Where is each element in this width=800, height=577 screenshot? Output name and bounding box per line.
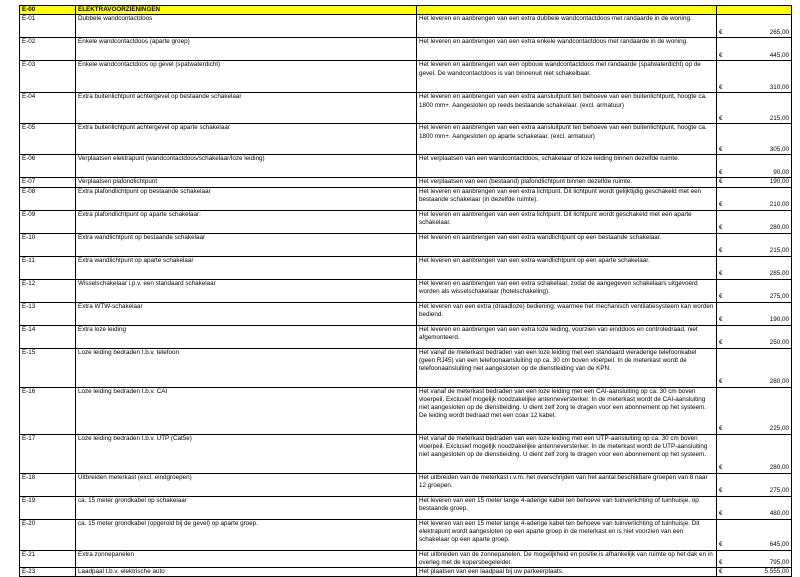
section-header-row bbox=[20, 6, 792, 15]
item-price-cell bbox=[717, 325, 792, 348]
item-price-cell bbox=[717, 302, 792, 325]
item-price-cell bbox=[717, 187, 792, 210]
item-price: 305,00 bbox=[769, 146, 789, 153]
item-title: Verplaatsen elektrapunt (wandcontactdoos/schakelaar/loze leiding) bbox=[76, 155, 417, 178]
item-code: E-20 bbox=[20, 519, 76, 550]
item-title: Extra plafondlichtpunt op bestaande schakelaar bbox=[76, 187, 417, 210]
item-code: E-07 bbox=[20, 178, 76, 187]
item-code: E-21 bbox=[20, 550, 76, 568]
item-title: Verplaatsen plafondlichtpunt bbox=[76, 178, 417, 187]
item-code: E-19 bbox=[20, 496, 76, 519]
item-price-cell bbox=[717, 124, 792, 155]
item-price: 310,00 bbox=[769, 84, 789, 91]
table-row bbox=[20, 434, 792, 473]
item-title: Enkele wandcontactdoos op gevel (spatwaterdicht) bbox=[76, 61, 417, 93]
item-price-cell bbox=[717, 348, 792, 387]
item-code: E-09 bbox=[20, 210, 76, 233]
item-price: 480,00 bbox=[769, 510, 789, 518]
item-code: E-05 bbox=[20, 124, 76, 155]
table-row bbox=[20, 568, 792, 577]
item-code: E-06 bbox=[20, 155, 76, 178]
item-description: Het leveren en aanbrengen van een extra loze leiding, voorzien van einddoos en controledraad, niet afgemonteerd. bbox=[417, 325, 717, 348]
item-description: Het vanaf de meterkast bedraden van een loze leiding met een CAI-aansluiting op ca. 30 cm boven vloerpeil. Exclusief mogelijk noodzakelijke antenneversterker. In de meterkast wordt de CAI-aansluiting niet aangesloten op de dienstleiding. U dient zelf zorg te dragen voor een abonnement op het systeem. De leiding wordt bedraad met een coax 12 kabel. bbox=[417, 387, 717, 434]
item-description: Het verplaatsen van een wandcontactdoos, schakelaar of loze leiding binnen dezelfde ruimte. bbox=[417, 155, 717, 178]
item-price-cell bbox=[717, 178, 792, 187]
currency-symbol: € bbox=[719, 568, 723, 576]
item-code: E-15 bbox=[20, 348, 76, 387]
item-code: E-01 bbox=[20, 15, 76, 38]
item-description: Het leveren en aanbrengen van een extra dubbele wandcontactdoos met randaarde in de woning. bbox=[417, 15, 717, 38]
item-title: Loze leiding bedraden t.b.v. telefoon bbox=[76, 348, 417, 387]
item-price: 210,00 bbox=[769, 201, 789, 209]
item-title: Loze leiding bedraden t.b.v. UTP (Cat5e) bbox=[76, 434, 417, 473]
table-row bbox=[20, 15, 792, 38]
item-title: Extra wandlichtpunt op aparte schakelaar bbox=[76, 256, 417, 279]
item-price: 275,00 bbox=[769, 487, 789, 495]
currency-symbol: € bbox=[719, 510, 723, 518]
price-list-table bbox=[19, 5, 792, 577]
item-description: Het leveren van een extra (draadloze) bediening; waarmee het mechanisch ventilatiesysteem kan worden bediend. bbox=[417, 302, 717, 325]
item-description: Het leveren en aanbrengen van een extra aansluitpunt ten behoeve van een buitenlichtpunt, hoogte ca. 1800 mm+. Aangesloten op aparte schakelaar. (excl. armatuur) bbox=[417, 124, 717, 155]
item-description: Het uitbreiden van de zonnepanelen. De mogelijkheid en positie is afhankelijk van ruimte op het dak en in overleg met de kopersbegeleider. bbox=[417, 550, 717, 568]
item-code: E-12 bbox=[20, 279, 76, 302]
currency-symbol: € bbox=[719, 146, 723, 153]
item-price-cell bbox=[717, 496, 792, 519]
item-description: Het plaatsen van een laadpaal bij uw parkeerplaats. bbox=[417, 568, 717, 577]
section-code: E-00 bbox=[20, 6, 76, 15]
currency-symbol: € bbox=[719, 558, 723, 566]
currency-symbol: € bbox=[719, 84, 723, 91]
item-price: 265,00 bbox=[769, 29, 789, 36]
item-title: Extra zonnepanelen bbox=[76, 550, 417, 568]
item-title: Extra plafondlichtpunt op aparte schakelaar: bbox=[76, 210, 417, 233]
item-code: E-18 bbox=[20, 473, 76, 496]
item-title: Uitbreiden meterkast (excl. eindgroepen) bbox=[76, 473, 417, 496]
item-price-cell bbox=[717, 279, 792, 302]
table-row bbox=[20, 325, 792, 348]
item-price: 215,00 bbox=[769, 247, 789, 255]
currency-symbol: € bbox=[719, 541, 723, 549]
item-code: E-02 bbox=[20, 38, 76, 61]
table-row bbox=[20, 178, 792, 187]
currency-symbol: € bbox=[719, 115, 723, 122]
item-price: 275,00 bbox=[769, 293, 789, 301]
item-description: Het leveren en aanbrengen van een extra aansluitpunt ten behoeve van een buitenlichtpunt, hoogte ca. 1800 mm+. Aangesloten op reeds bestaande schakelaar. (excl. armatuur) bbox=[417, 93, 717, 124]
item-price-cell bbox=[717, 568, 792, 577]
item-price: 190,00 bbox=[769, 178, 789, 186]
item-title: Enkele wandcontactdoos (aparte groep) bbox=[76, 38, 417, 61]
item-price: 285,00 bbox=[769, 270, 789, 278]
item-price-cell bbox=[717, 38, 792, 61]
currency-symbol: € bbox=[719, 52, 723, 59]
item-price: 645,00 bbox=[769, 541, 789, 549]
item-code: E-11 bbox=[20, 256, 76, 279]
currency-symbol: € bbox=[719, 270, 723, 278]
item-title: Loze leiding bedraden t.b.v. CAI bbox=[76, 387, 417, 434]
table-row bbox=[20, 38, 792, 61]
item-title: ca. 15 meter grondkabel (opgerold bij de gevel) op aparte groep. bbox=[76, 519, 417, 550]
currency-symbol: € bbox=[719, 224, 723, 232]
item-title: ca. 15 meter grondkabel op schakelaar bbox=[76, 496, 417, 519]
item-price: 280,00 bbox=[769, 378, 789, 386]
item-title: Extra buitenlichtpunt achtergevel op bestaande schakelaar bbox=[76, 93, 417, 124]
item-description: Het leveren en aanbrengen van een extra wandlichtpunt op een bestaande schakelaar. bbox=[417, 233, 717, 256]
item-code: E-08 bbox=[20, 187, 76, 210]
table-row bbox=[20, 279, 792, 302]
item-description: Het leveren en aanbrengen van een extra enkele wandcontactdoos met randaarde in de woning. bbox=[417, 38, 717, 61]
currency-symbol: € bbox=[719, 29, 723, 36]
table-row bbox=[20, 473, 792, 496]
item-price-cell bbox=[717, 61, 792, 93]
item-price: 280,00 bbox=[769, 224, 789, 232]
item-price-cell bbox=[717, 233, 792, 256]
item-price-cell bbox=[717, 434, 792, 473]
table-row bbox=[20, 210, 792, 233]
currency-symbol: € bbox=[719, 201, 723, 209]
currency-symbol: € bbox=[719, 316, 723, 324]
currency-symbol: € bbox=[719, 178, 723, 186]
item-code: E-23 bbox=[20, 568, 76, 577]
item-title: Wisselschakelaar i.p.v. een standaard schakelaar bbox=[76, 279, 417, 302]
currency-symbol: € bbox=[719, 425, 723, 433]
item-code: E-17 bbox=[20, 434, 76, 473]
section-title: ELEKTRAVOORZIENINGEN bbox=[76, 6, 417, 15]
item-price: 250,00 bbox=[769, 339, 789, 347]
item-title: Extra wandlichtpunt op bestaande schakelaar bbox=[76, 233, 417, 256]
item-code: E-13 bbox=[20, 302, 76, 325]
item-price: 445,00 bbox=[769, 52, 789, 59]
table-row bbox=[20, 302, 792, 325]
table-row bbox=[20, 496, 792, 519]
currency-symbol: € bbox=[719, 169, 723, 176]
table-row bbox=[20, 124, 792, 155]
item-title: Extra WTW-schakelaar bbox=[76, 302, 417, 325]
table-row bbox=[20, 61, 792, 93]
item-code: E-16 bbox=[20, 387, 76, 434]
item-title: Dubbele wandcontactdoos bbox=[76, 15, 417, 38]
item-code: E-03 bbox=[20, 61, 76, 93]
item-description: Het vanaf de meterkast bedraden van een loze leiding met een UTP-aansluiting op ca. 30 cm boven vloerpeil. Exclusief mogelijk noodzakelijke antenneversterker. In de meterkast wordt de UTP-aansluiting niet aangesloten op de dienstleiding. U dient zelf zorg te dragen voor een abonnement op het systeem. bbox=[417, 434, 717, 473]
table-row bbox=[20, 348, 792, 387]
table-row bbox=[20, 187, 792, 210]
item-price-cell bbox=[717, 155, 792, 178]
item-price: 5.555,00 bbox=[764, 568, 789, 576]
item-description: Het leveren en aanbrengen van een opbouw wandcontactdoos met randaarde (spatwaterdicht) op de gevel. De wandcontactdoos is van binnenuit niet schakelbaar. bbox=[417, 61, 717, 93]
item-price: 280,00 bbox=[769, 464, 789, 472]
table-row bbox=[20, 387, 792, 434]
item-price-cell bbox=[717, 210, 792, 233]
item-price-cell bbox=[717, 387, 792, 434]
item-price-cell bbox=[717, 93, 792, 124]
item-title: Extra loze leiding bbox=[76, 325, 417, 348]
currency-symbol: € bbox=[719, 247, 723, 255]
item-price-cell bbox=[717, 15, 792, 38]
item-price-cell bbox=[717, 256, 792, 279]
item-code: E-14 bbox=[20, 325, 76, 348]
currency-symbol: € bbox=[719, 464, 723, 472]
item-description: Het vanaf de meterkast bedraden van een loze leiding met een standaard vieraderige telefoonkabel (geen RJ45) van een telefoonaansluiting op ca. 30 cm boven vloerpeil. In de meterkast wordt de telefoonaansluiting niet aangesloten op de dienstleiding van de KPN. bbox=[417, 348, 717, 387]
item-description: Het uitbreiden van de meterkast i.v.m. het overschrijden van het aantal beschikbare groepen van 8 naar 12 groepen. bbox=[417, 473, 717, 496]
currency-symbol: € bbox=[719, 293, 723, 301]
item-price: 190,00 bbox=[769, 316, 789, 324]
item-price-cell bbox=[717, 473, 792, 496]
item-description: Het leveren van een 15 meter lange 4-aderige kabel ten behoeve van tuinverlichting of tuinhuisje, op bestaande groep. bbox=[417, 496, 717, 519]
section-desc-empty bbox=[417, 6, 717, 15]
item-title: Laadpaal t.b.v. elektrische auto bbox=[76, 568, 417, 577]
item-code: E-04 bbox=[20, 93, 76, 124]
currency-symbol: € bbox=[719, 378, 723, 386]
table-row bbox=[20, 93, 792, 124]
item-description: Het leveren en aanbrengen van een extra lichtpunt. Dit lichtpunt wordt gelijktijdig geschakeld met een bestaande schakelaar (in dezelfde ruimte). bbox=[417, 187, 717, 210]
section-price-empty bbox=[717, 6, 792, 15]
item-description: Het leveren en aanbrengen van een extra lichtpunt. Dit lichtpunt wordt geschakeld met een aparte schakelaar. bbox=[417, 210, 717, 233]
item-description: Het leveren van een 15 meter lange 4-aderige kabel ten behoeve van tuinverlichting of tuinhuisje. Dit elektrapunt wordt aangesloten op een aparte groep in de meterkast en is niet voorzien van een schakelaar op een aparte groep. bbox=[417, 519, 717, 550]
item-price: 225,00 bbox=[769, 425, 789, 433]
item-code: E-10 bbox=[20, 233, 76, 256]
currency-symbol: € bbox=[719, 487, 723, 495]
table-row bbox=[20, 155, 792, 178]
item-price: 215,00 bbox=[769, 115, 789, 122]
table-row bbox=[20, 256, 792, 279]
item-price: 90,00 bbox=[773, 169, 789, 176]
item-description: Het leveren en aanbrengen van een extra schakelaar, zodat de aangegeven schakelaars uitgevoerd worden als wisselschakelaar (hotelschakeling). bbox=[417, 279, 717, 302]
table-row bbox=[20, 519, 792, 550]
item-price-cell bbox=[717, 519, 792, 550]
table-row bbox=[20, 233, 792, 256]
currency-symbol: € bbox=[719, 339, 723, 347]
item-description: Het verplaatsen van een (bestaand) plafondlichtpunt binnen dezelfde ruimte. bbox=[417, 178, 717, 187]
item-price: 795,00 bbox=[769, 558, 789, 566]
item-title: Extra buitenlichtpunt achtergevel op aparte schakelaar bbox=[76, 124, 417, 155]
item-description: Het leveren en aanbrengen van een extra wandlichtpunt op een aparte schakelaar. bbox=[417, 256, 717, 279]
